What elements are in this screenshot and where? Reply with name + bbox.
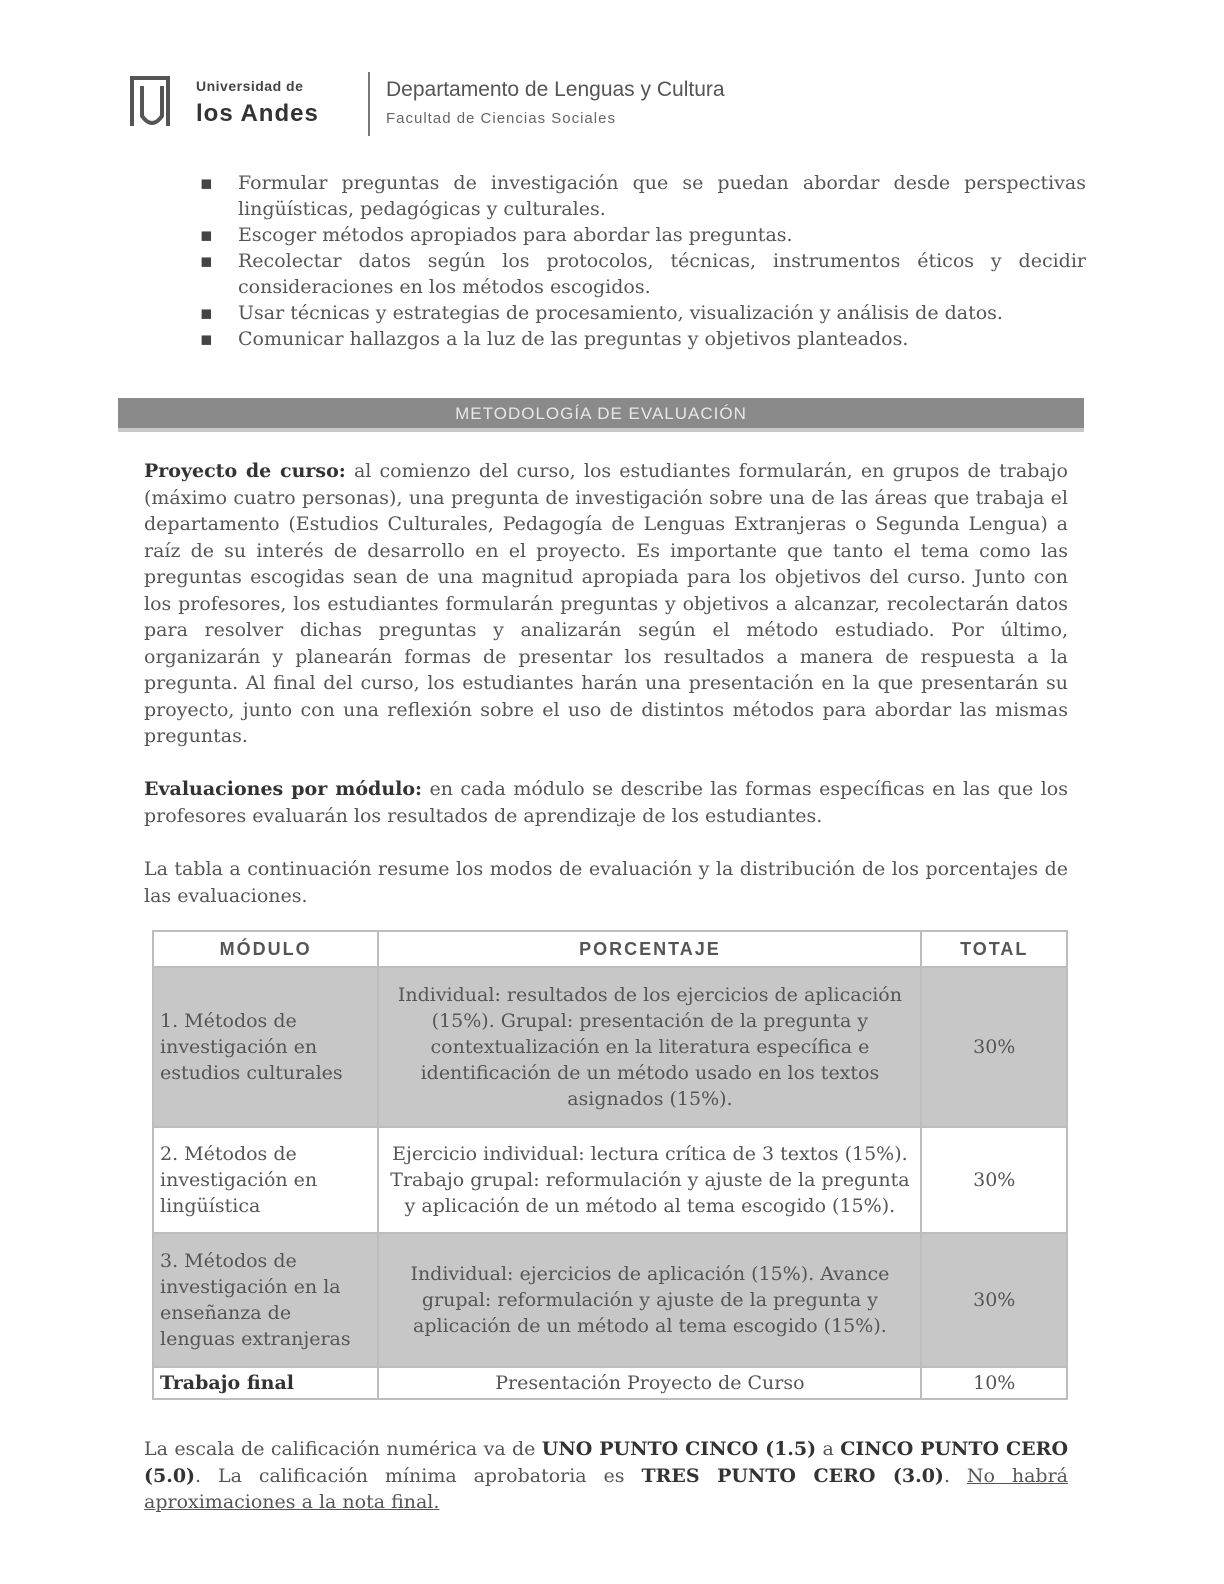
no-rounding-note: No habrá aproximaciones a la nota final. — [144, 1464, 1068, 1513]
total-cell: 10% — [921, 1367, 1067, 1399]
table-header-row — [153, 931, 1067, 967]
section-header-bar — [118, 398, 1084, 432]
list-item: ▪ Formular preguntas de investigación que se puedan abordar desde perspectivas lingüísticas, pedagógicas y culturales. — [200, 172, 1086, 220]
total-cell: 30% — [921, 1127, 1067, 1233]
column-header-module: MÓDULO — [153, 931, 378, 967]
bullet-icon: ▪ — [200, 172, 213, 194]
table-row — [153, 1233, 1067, 1367]
course-project-paragraph — [144, 458, 1068, 750]
percentage-cell: Individual: resultados de los ejercicios de aplicación (15%). Grupal: presentación de la pregunta y contextualización en la literatura específica e identificación de un método usado en los textos asignados (15%). — [378, 967, 921, 1127]
module-cell: 1. Métodos de investigación en estudios culturales — [153, 967, 378, 1127]
module-evaluations-text: en cada módulo se describe las formas específicas en las que los profesores evaluarán los resultados de aprendizaje de los estudiantes. — [144, 778, 1068, 827]
course-project-label: Proyecto de curso: — [144, 460, 346, 482]
faculty-name: Facultad de Ciencias Sociales — [386, 110, 616, 127]
logo-line-2: los Andes — [196, 100, 319, 127]
module-cell: Trabajo final — [153, 1367, 378, 1399]
total-cell: 30% — [921, 967, 1067, 1127]
table-row — [153, 1127, 1067, 1233]
percentage-cell: Presentación Proyecto de Curso — [378, 1367, 921, 1399]
list-item: ▪ Usar técnicas y estrategias de procesamiento, visualización y análisis de datos. — [200, 302, 1003, 324]
course-project-text: al comienzo del curso, los estudiantes formularán, en grupos de trabajo (máximo cuatro personas), una pregunta de investigación sobre una de las áreas que trabaja el departamento (Estudios Culturales, Pedagogía de Lenguas Extranjeras o Segunda Lengua) a raíz de su interés de desarrollo en el proyecto. Es importante que tanto el tema como las preguntas escogidas sean de una magnitud apropiada para los objetivos del curso. Junto con los profesores, los estudiantes formularán preguntas y objetivos a alcanzar, recolectarán datos para resolver dichas preguntas y analizarán según el método estudiado. Por último, organizarán y planearán formas de presentar los resultados a manera de respuesta a la pregunta. Al final del curso, los estudiantes harán una presentación en la que presentarán su proyecto, junto con una reflexión sobre el uso de distintos métodos para abordar las mismas preguntas. — [144, 460, 1068, 747]
bullet-icon: ▪ — [200, 328, 213, 350]
list-item: ▪ Comunicar hallazgos a la luz de las preguntas y objetivos planteados. — [200, 328, 909, 350]
learning-outcomes-list — [196, 170, 1086, 352]
table-row — [153, 967, 1067, 1127]
module-evaluations-paragraph — [144, 776, 1068, 829]
bullet-icon: ▪ — [200, 250, 213, 272]
table-row — [153, 1367, 1067, 1399]
list-item: ▪ Recolectar datos según los protocolos, técnicas, instrumentos éticos y decidir consideraciones en los métodos escogidos. — [200, 250, 1086, 298]
list-item: ▪ Escoger métodos apropiados para abordar las preguntas. — [200, 224, 793, 246]
evaluation-table — [152, 930, 1068, 1400]
university-logo — [124, 70, 354, 136]
section-title: METODOLOGÍA DE EVALUACIÓN — [455, 404, 747, 423]
total-cell: 30% — [921, 1233, 1067, 1367]
table-intro-paragraph: La tabla a continuación resume los modos de evaluación y la distribución de los porcentajes de las evaluaciones. — [144, 858, 1068, 907]
module-evaluations-label: Evaluaciones por módulo: — [144, 778, 423, 800]
percentage-cell: Individual: ejercicios de aplicación (15%). Avance grupal: reformulación y ajuste de la pregunta y aplicación de un método al tema escogido (15%). — [378, 1233, 921, 1367]
bullet-icon: ▪ — [200, 302, 213, 324]
university-logo-icon — [128, 72, 174, 134]
max-grade: CINCO PUNTO CERO (5.0) — [144, 1438, 1068, 1487]
column-header-percentage: PORCENTAJE — [378, 931, 921, 967]
bullet-icon: ▪ — [200, 224, 213, 246]
department-name: Departamento de Lenguas y Cultura — [386, 78, 725, 101]
column-header-total: TOTAL — [921, 931, 1067, 967]
percentage-cell: Ejercicio individual: lectura crítica de 3 textos (15%). Trabajo grupal: reformulación y ajuste de la pregunta y aplicación de un método al tema escogido (15%). — [378, 1127, 921, 1233]
grading-scale-paragraph: La escala de calificación numérica va de UNO PUNTO CINCO (1.5) a CINCO PUNTO CERO (5.0). La calificación mínima aprobatoria es TRES PUNTO CERO (3.0). No habrá aproximaciones a la nota final. — [144, 1438, 1068, 1513]
module-cell: 3. Métodos de investigación en la enseñanza de lenguas extranjeras — [153, 1233, 378, 1367]
logo-line-1: Universidad de — [196, 78, 304, 94]
module-cell: 2. Métodos de investigación en lingüística — [153, 1127, 378, 1233]
passing-grade: TRES PUNTO CERO (3.0) — [641, 1464, 944, 1487]
page-header — [124, 70, 824, 140]
header-divider — [368, 72, 370, 136]
min-grade: UNO PUNTO CINCO (1.5) — [541, 1438, 817, 1460]
